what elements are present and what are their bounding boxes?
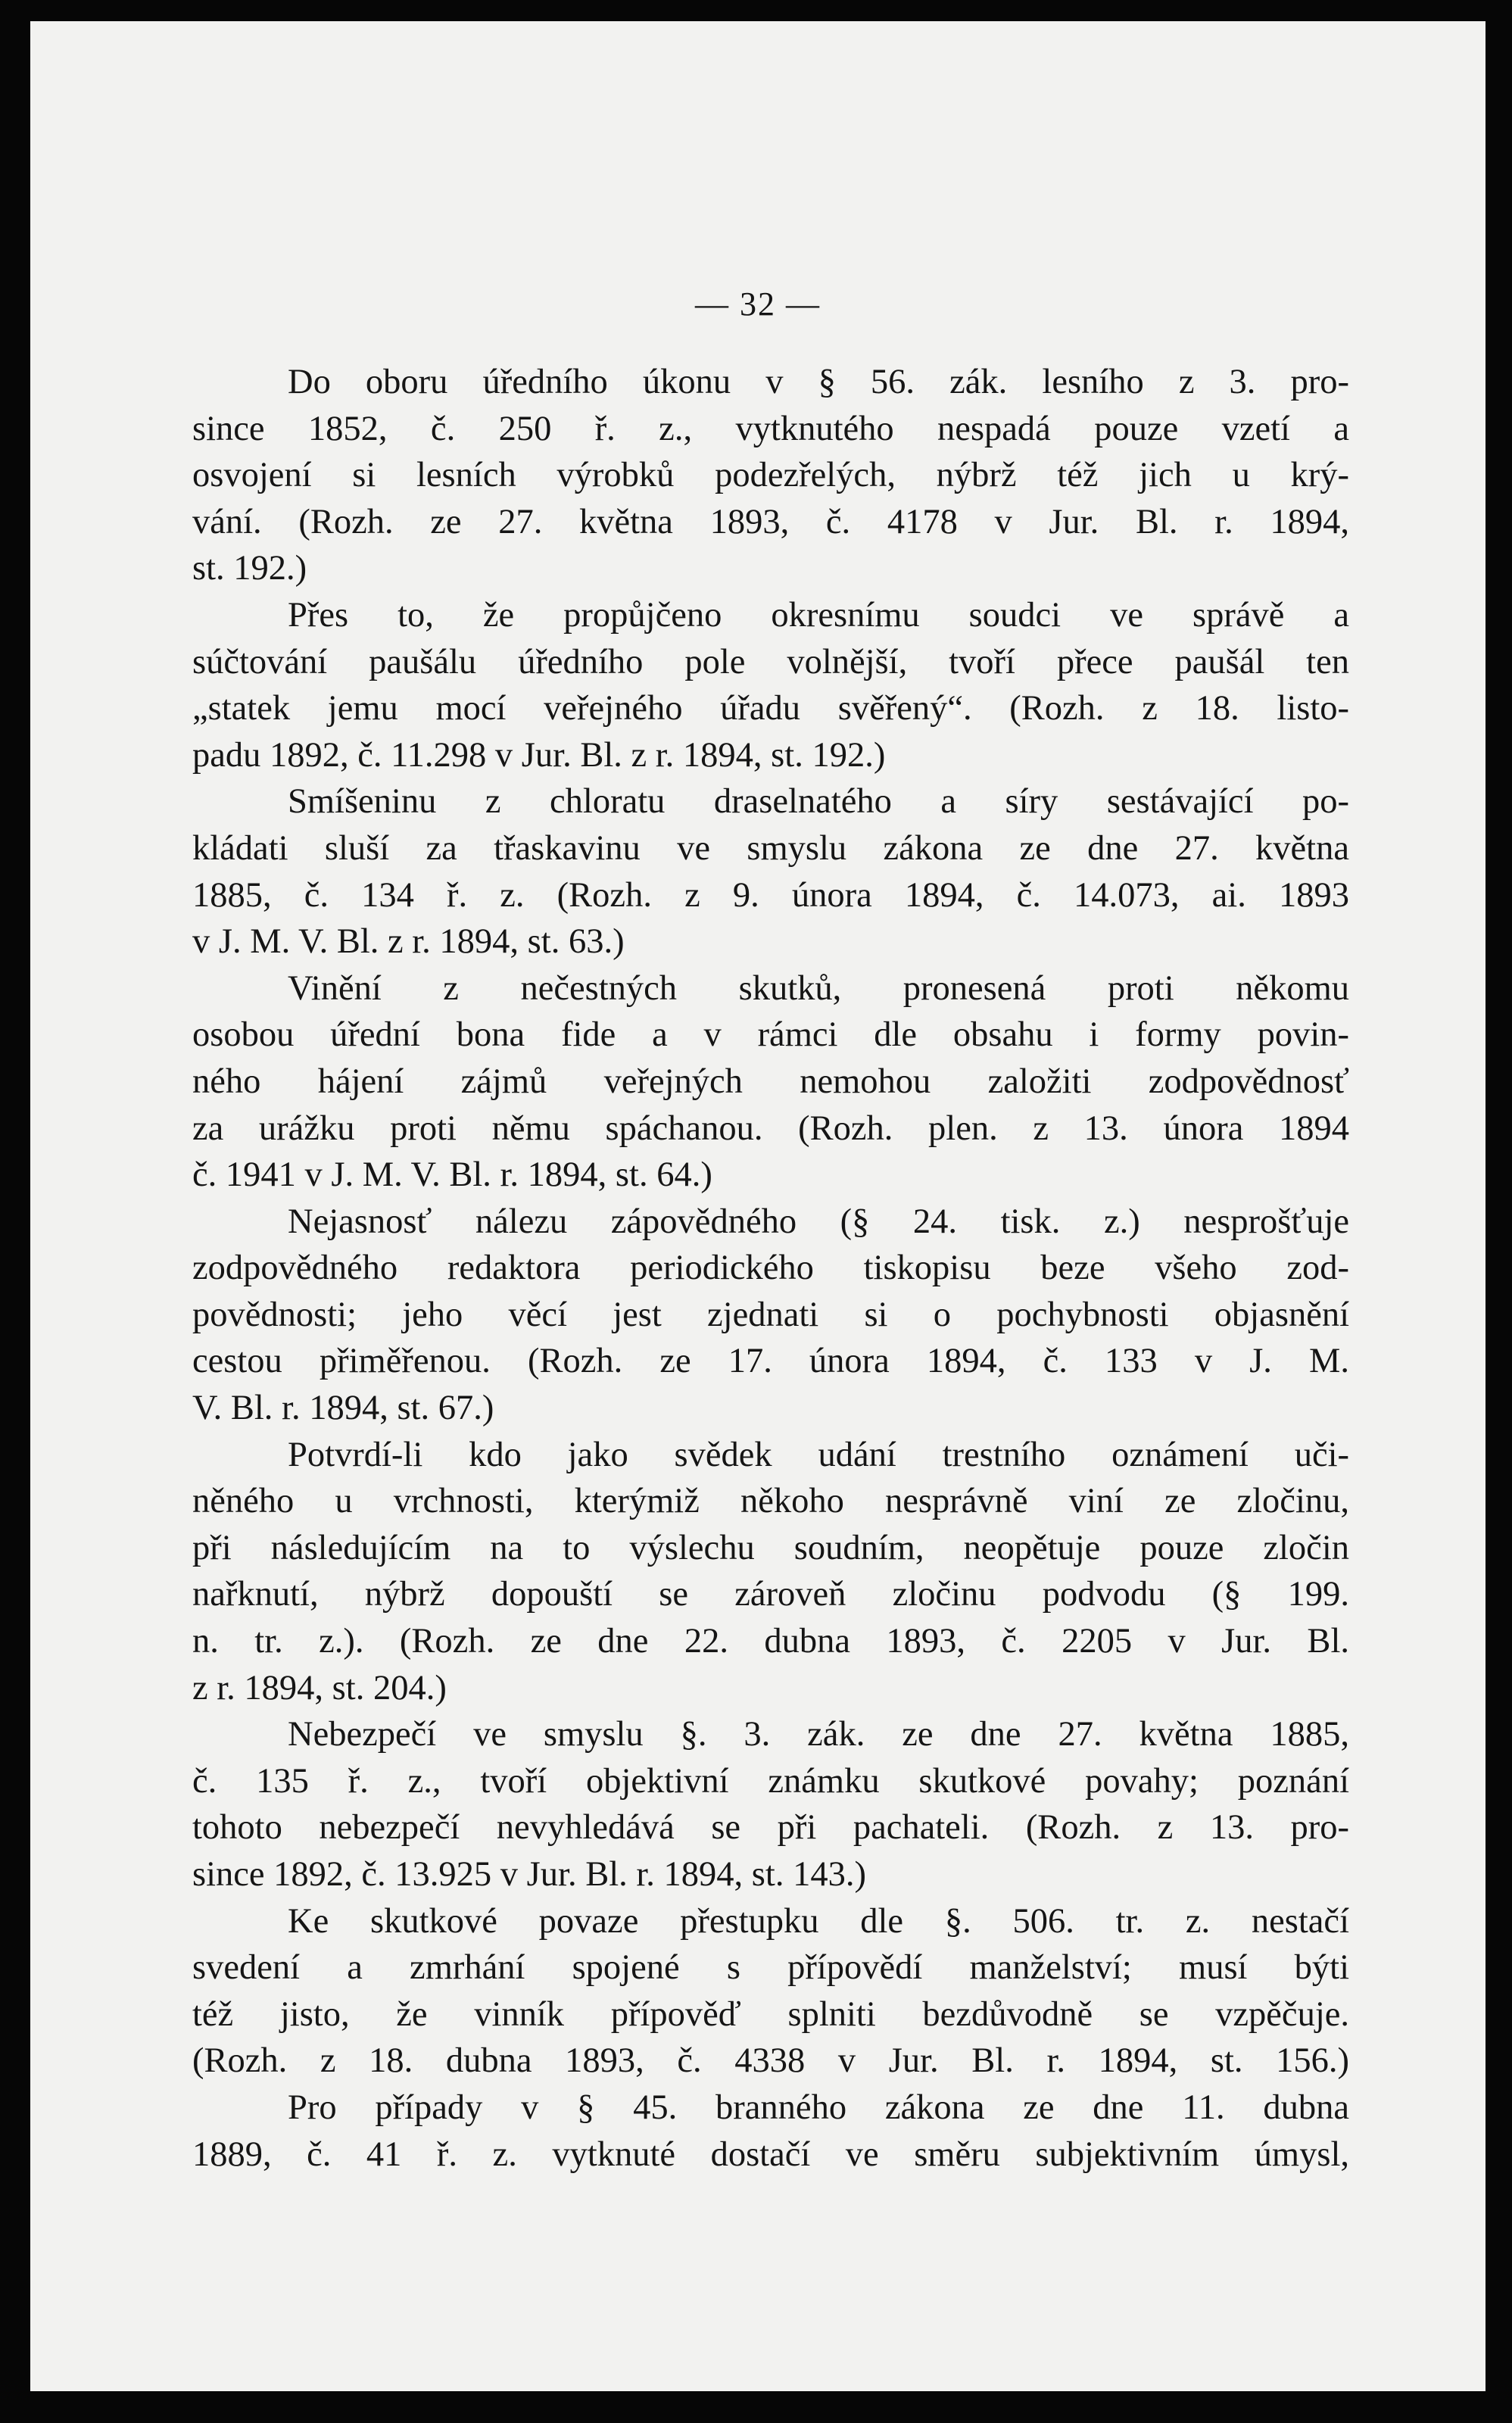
text-line: Smíšeninu z chloratu draselnatého a síry sestávající po- <box>288 782 1349 822</box>
text-line: 1885, č. 134 ř. z. (Rozh. z 9. února 1894, č. 14.073, ai. 1893 <box>192 875 1349 915</box>
text-line: padu 1892, č. 11.298 v Jur. Bl. z r. 1894, st. 192.) <box>192 735 886 775</box>
text-line: súčtování paušálu úředního pole volnější, tvoří přece paušál ten <box>192 642 1349 681</box>
text-line: Ke skutkové povaze přestupku dle §. 506. tr. z. nestačí <box>288 1901 1349 1941</box>
text-line: ného hájení zájmů veřejných nemohou založiti zodpovědnosť <box>192 1062 1349 1101</box>
text-line: (Rozh. z 18. dubna 1893, č. 4338 v Jur. Bl. r. 1894, st. 156.) <box>192 2041 1349 2081</box>
text-line: povědnosti; jeho věcí jest zjednati si o pochybnosti objasnění <box>192 1295 1349 1334</box>
text-line: svedení a zmrhání spojené s přípovědí manželství; musí býti <box>192 1948 1349 1988</box>
text-line: cestou přiměřenou. (Rozh. ze 17. února 1894, č. 133 v J. M. <box>192 1342 1349 1381</box>
text-line: Nejasnosť nálezu zápovědného (§ 24. tisk. z.) nesprošťuje <box>288 1202 1349 1241</box>
text-line: v J. M. V. Bl. z r. 1894, st. 63.) <box>192 922 625 962</box>
book-page <box>30 21 1486 2391</box>
text-line: osvojení si lesních výrobků podezřelých, nýbrž též jich u krý- <box>192 456 1349 495</box>
text-line: č. 135 ř. z., tvoří objektivní známku skutkové povahy; poznání <box>192 1761 1349 1801</box>
text-line: za urážku proti němu spáchanou. (Rozh. plen. z 13. února 1894 <box>192 1109 1349 1148</box>
text-line: „statek jemu mocí veřejného úřadu svěřený“. (Rozh. z 18. listo- <box>192 689 1349 728</box>
text-line: osobou úřední bona fide a v rámci dle obsahu i formy povin- <box>192 1015 1349 1055</box>
page-number: — 32 — <box>695 285 821 323</box>
text-line: since 1892, č. 13.925 v Jur. Bl. r. 1894, st. 143.) <box>192 1855 866 1894</box>
text-line: Vinění z nečestných skutků, pronesená proti někomu <box>288 968 1349 1008</box>
text-line: z r. 1894, st. 204.) <box>192 1668 447 1707</box>
text-line: Pro případy v § 45. branného zákona ze dne 11. dubna <box>288 2088 1349 2127</box>
text-line: nařknutí, nýbrž dopouští se zároveň zločinu podvodu (§ 199. <box>192 1575 1349 1614</box>
text-line: též jisto, že vinník přípověď splniti bezdůvodně se vzpěčuje. <box>192 1994 1349 2034</box>
text-line: since 1852, č. 250 ř. z., vytknutého nespadá pouze vzetí a <box>192 409 1349 448</box>
text-line: při následujícím na to výslechu soudním, neopětuje pouze zločin <box>192 1528 1349 1567</box>
text-line: kládati sluší za třaskavinu ve smyslu zákona ze dne 27. května <box>192 828 1349 868</box>
text-line: č. 1941 v J. M. V. Bl. r. 1894, st. 64.) <box>192 1155 712 1195</box>
text-line: Do oboru úředního úkonu v § 56. zák. lesního z 3. pro- <box>288 363 1349 401</box>
text-line: st. 192.) <box>192 549 307 588</box>
text-line: Nebezpečí ve smyslu §. 3. zák. ze dne 27. května 1885, <box>288 1715 1349 1754</box>
text-line: n. tr. z.). (Rozh. ze dne 22. dubna 1893, č. 2205 v Jur. Bl. <box>192 1622 1349 1661</box>
text-line: tohoto nebezpečí nevyhledává se při pachateli. (Rozh. z 13. pro- <box>192 1808 1349 1848</box>
text-line: 1889, č. 41 ř. z. vytknuté dostačí ve směru subjektivním úmysl, <box>192 2135 1349 2174</box>
text-line: zodpovědného redaktora periodického tiskopisu beze všeho zod- <box>192 1249 1349 1288</box>
text-line: V. Bl. r. 1894, st. 67.) <box>192 1389 494 1428</box>
text-line: něného u vrchnosti, kterýmiž někoho nesprávně viní ze zločinu, <box>192 1482 1349 1521</box>
body-text <box>192 359 1349 2178</box>
text-line: Potvrdí-li kdo jako svědek udání trestního oznámení uči- <box>288 1435 1349 1474</box>
text-line: Přes to, že propůjčeno okresnímu soudci ve správě a <box>288 595 1349 635</box>
text-line: vání. (Rozh. ze 27. května 1893, č. 4178 v Jur. Bl. r. 1894, <box>192 502 1349 541</box>
